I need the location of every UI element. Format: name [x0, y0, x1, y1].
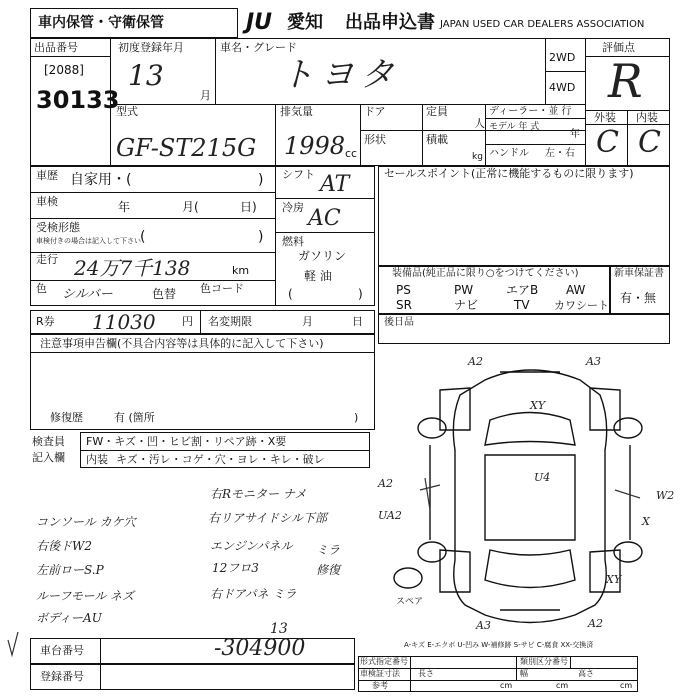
- name-change-month: 月: [302, 315, 313, 328]
- fuel-label: 燃料: [282, 235, 304, 248]
- exterior-grade: C: [596, 125, 619, 160]
- equip-leather: カワシート: [554, 299, 609, 312]
- capacity-label: 定員: [426, 105, 448, 118]
- dealer-label: ディーラー・並 行: [489, 106, 572, 117]
- later-items-label: 後日品: [384, 317, 414, 328]
- color-repaint: 色替: [152, 287, 177, 301]
- fuel-open: (: [288, 287, 293, 301]
- drive-4wd: 4WD: [549, 81, 576, 94]
- equip-airbag: エアB: [506, 283, 539, 297]
- registration-year: 13: [128, 59, 164, 92]
- reception-open: (: [140, 229, 146, 245]
- interior-grade: C: [638, 125, 661, 160]
- hw-line1: 右Rモニター ナメ: [210, 487, 307, 501]
- mark-w2-right: W2: [656, 489, 675, 502]
- security-label: 車内保管・守衛保管: [38, 15, 164, 31]
- cm-unit-1: cm: [500, 681, 513, 690]
- mark-a3-bottom: A3: [476, 619, 491, 632]
- length-label: 長さ: [418, 669, 434, 678]
- mark-xy-rear: XY: [606, 573, 622, 586]
- reception-note: 車検付きの場合は記入して下さい: [36, 237, 141, 245]
- lot-bracket: [2088]: [44, 63, 84, 77]
- mark-a2-bottom: A2: [588, 617, 603, 630]
- color-code-label: 色コード: [200, 282, 244, 295]
- car-name: トヨタ: [280, 55, 400, 95]
- hw-line5a: ルーフモール ネズ: [36, 589, 135, 603]
- history-close: ): [258, 172, 264, 188]
- shift-label: シフト: [282, 168, 315, 181]
- cm-unit-3: cm: [620, 681, 633, 690]
- model-code: GF-ST215G: [116, 134, 257, 162]
- equipment-label: 装備品(純正品に限り○をつけてください): [392, 268, 579, 279]
- chassis-label: 車台番号: [40, 644, 84, 657]
- inspector-row1: FW・キズ・凹・ヒビ割・リペア跡・X要: [86, 435, 287, 448]
- fuel-gasoline: ガソリン: [298, 249, 347, 263]
- fuel-close: ): [358, 287, 363, 301]
- width-label: 幅: [520, 669, 528, 678]
- mark-u4-roof: U4: [534, 471, 551, 484]
- recycle-label: R券: [36, 315, 55, 328]
- vehicle-dim-label: 車検証寸法: [360, 669, 400, 678]
- sales-point-label: セールスポイント(正常に機能するものに限ります): [384, 167, 634, 180]
- car-name-label: 車名・グレード: [220, 41, 297, 54]
- rating-label: 評価点: [602, 41, 635, 54]
- recycle-row: [30, 310, 375, 334]
- class-label: 類別区分番号: [520, 657, 568, 666]
- record-label: 記入欄: [32, 451, 65, 464]
- hw-line2a: コンソール カケ穴: [36, 515, 136, 529]
- spare-label: スペア: [396, 597, 424, 607]
- history-label: 車歴: [36, 169, 58, 182]
- mark-a2-left: A2: [378, 477, 393, 490]
- sales-point-box: [378, 166, 670, 266]
- inspector-row2: キズ・汚レ・コゲ・穴・ヨレ・キレ・破レ: [116, 453, 325, 466]
- mark-xy-front: XY: [530, 399, 546, 412]
- hw-line6: ボディーAU: [36, 611, 102, 625]
- hw-line4a: 左前ローS.P: [36, 563, 104, 577]
- color-value: シルバー: [62, 287, 113, 302]
- chassis-value: -304900: [214, 636, 306, 661]
- cc-unit: cc: [345, 147, 358, 160]
- warranty-label: 新車保証書: [614, 268, 664, 279]
- recycle-unit: 円: [182, 315, 193, 328]
- name-change-label: 名変期限: [208, 315, 252, 328]
- hw-line5b: 右ドアパネ ミラ: [210, 587, 297, 601]
- lot-label: 出品番号: [34, 41, 78, 54]
- equip-aw: AW: [566, 283, 586, 297]
- hw-line3b: エンジンパネル: [210, 539, 293, 553]
- height-label: 高さ: [578, 669, 594, 678]
- plate-label: 登録番号: [40, 670, 84, 683]
- repair-label: 修復歴: [50, 411, 83, 424]
- exterior-label: 外装: [594, 111, 616, 124]
- recycle-value: 11030: [92, 310, 156, 334]
- reception-close: ): [258, 229, 264, 245]
- door-label: ドア: [364, 105, 386, 118]
- history-value: 自家用・(: [70, 172, 132, 188]
- notes-label: 注意事項申告欄(不具合内容等は具体的に記入して下さい): [40, 337, 324, 350]
- shift-value: AT: [320, 172, 350, 197]
- association-name: JAPAN USED CAR DEALERS ASSOCIATION: [440, 19, 645, 30]
- ju-logo: JU: [246, 10, 273, 35]
- equip-ps: PS: [396, 283, 411, 297]
- equip-pw: PW: [454, 283, 474, 297]
- registration-label: 初度登録年月: [118, 41, 184, 54]
- person-unit: 人: [474, 117, 485, 130]
- hw-line4c: 修復: [316, 563, 341, 577]
- hw-line3c: ミラ: [316, 543, 341, 557]
- mileage-unit: km: [232, 264, 250, 277]
- name-change-day: 日: [352, 315, 363, 328]
- repair-close: ): [354, 411, 359, 424]
- ref-label: 参考: [372, 681, 388, 690]
- hw-line4b: 12フロ3: [212, 561, 259, 575]
- form-title: 出品申込書: [345, 12, 435, 33]
- fuel-diesel: 軽 油: [304, 269, 332, 283]
- chassis-over: 13: [270, 621, 288, 637]
- model-year-label: モデル 年 式: [489, 122, 540, 132]
- later-items-box: [378, 314, 670, 344]
- model-label: 型式: [116, 105, 138, 118]
- spec-label: 形式指定番号: [360, 657, 408, 666]
- hw-line2b: 右リアサイドシル下部: [208, 511, 327, 525]
- inspection-label: 車検: [36, 195, 58, 208]
- mark-x-right: X: [642, 515, 650, 528]
- mark-a3-top: A3: [586, 355, 601, 368]
- drive-2wd: 2WD: [549, 51, 576, 64]
- repair-value: 有 (箇所: [114, 411, 155, 424]
- registration-month-unit: 月: [200, 89, 211, 102]
- displacement-label: 排気量: [280, 105, 313, 118]
- mileage-value: 24万7千138: [74, 256, 191, 280]
- reception-label: 受検形態: [36, 221, 80, 234]
- load-label: 積載: [426, 133, 448, 146]
- cooling-label: 冷房: [282, 201, 304, 214]
- year-unit: 年: [570, 129, 580, 140]
- cm-unit-2: cm: [556, 681, 569, 690]
- mark-ua2-left: UA2: [378, 509, 402, 522]
- color-label: 色: [36, 282, 47, 295]
- equip-tv: TV: [514, 298, 530, 312]
- inspector-row2-head: 内装: [86, 453, 108, 466]
- inspection-day: 日): [240, 200, 257, 214]
- inspection-year: 年: [118, 200, 131, 214]
- damage-legend: A-キズ E-エクボ U-凹み W-補修跡 S-サビ C-腐食 XX-交換済: [404, 641, 594, 649]
- displacement-value: 1998: [284, 132, 346, 160]
- mileage-label: 走行: [36, 253, 58, 266]
- inspector-label: 検査員: [32, 435, 65, 448]
- handle-label: ハンドル: [489, 148, 529, 159]
- handle-options: 左・右: [545, 148, 575, 159]
- rating-value: R: [608, 54, 643, 108]
- equip-navi: ナビ: [454, 298, 479, 312]
- warranty-value: 有・無: [620, 291, 657, 305]
- shape-label: 形状: [364, 133, 386, 146]
- mark-a2-top: A2: [468, 355, 483, 368]
- cooling-value: AC: [308, 206, 341, 231]
- inspection-month: 月(: [182, 200, 199, 214]
- equip-sr: SR: [396, 298, 412, 312]
- org-name: 愛知: [287, 12, 323, 33]
- kg-unit: kg: [472, 152, 483, 162]
- lot-number: 30133: [36, 86, 120, 114]
- interior-label: 内装: [636, 111, 658, 124]
- hw-line3a: 右後ドW2: [36, 539, 92, 553]
